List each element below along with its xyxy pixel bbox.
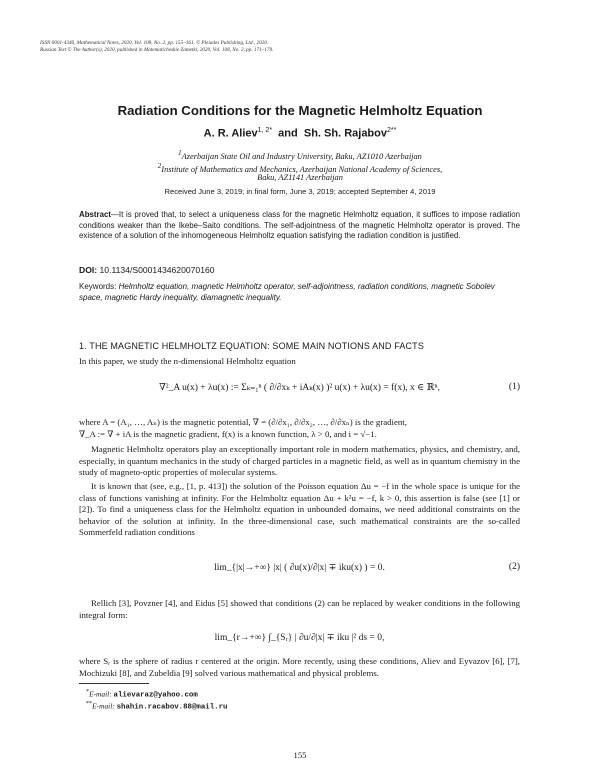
equation-1: [79, 374, 520, 408]
received-dates: Received June 3, 2019; in final form, June 3, 2019; accepted September 4, 2019: [164, 187, 436, 196]
affiliation-2-city: Baku, AZ1141 Azerbaijan: [257, 173, 343, 182]
abstract-label: Abstract: [79, 210, 112, 219]
doi-link[interactable]: 10.1134/S0001434620070160: [99, 265, 215, 275]
equation-3-body: lim_{r→+∞} ∫_{Sᵣ} | ∂u/∂|x| ∓ iku |² ds = 0,: [214, 633, 385, 643]
footnote-1-mark: *: [86, 689, 90, 695]
equation-2: [79, 554, 520, 588]
footnote-2: [86, 701, 227, 711]
doi-label: DOI:: [79, 265, 98, 275]
keywords-text: Helmholtz equation, magnetic Helmholtz operator, self-adjointness, radiation conditions, magnetic Sobolev space, magnetic Hardy inequality, diamagnetic inequality.: [79, 282, 495, 302]
footnote-divider: [79, 683, 149, 684]
journal-header-line-1: ISSN 0001-4346, Mathematical Notes, 2020, Vol. 108, No. 2, pp. 155–161. © Pleiades Publishing, Ltd., 2020.: [40, 40, 269, 46]
paragraph-sphere: where Sᵣ is the sphere of radius r centered at the origin. More recently, using these conditions, Aliev and Eyvazov [6], [7], Mochizuki [8], and Zubeldia [9] solved various mathematical and physical problems.: [79, 656, 520, 678]
footnote-1-email[interactable]: alievaraz@yahoo.com: [113, 691, 198, 700]
paragraph-intro: In this paper, we study the n-dimensional Helmholtz equation: [79, 356, 296, 366]
affiliation-1: [0, 149, 600, 161]
paragraph-rellich: Rellich [3], Povzner [4], and Eidus [5] showed that conditions (2) can be replaced by weaker conditions in the following integral form:: [79, 598, 520, 620]
journal-header-line-2: Russian Text © The Author(s), 2020, published in Matematicheskie Zametki, 2020, Vol. 108, No. 2, pp. 171–179.: [40, 47, 274, 53]
equation-2-body: lim_{|x|→+∞} |x| ( ∂u(x)/∂|x| ∓ iku(x) ) = 0.: [214, 563, 385, 573]
abstract: [79, 210, 520, 242]
equation-3: [79, 624, 520, 658]
author-2-affiliation-marks: 2**: [387, 127, 397, 134]
footnote-2-label: E-mail:: [92, 701, 117, 711]
abstract-text: —It is proved that, to select a uniqueness class for the magnetic Helmholtz equation, it suffices to impose radiation conditions weaker than the Ikebe–Saito conditions. The self-adjointness of the magnetic Helmholtz operator is proved. The existence of a solution of the inhomogeneous Helmholtz equation satisfying the radiation condition is justified.: [79, 210, 520, 241]
keywords: [79, 282, 520, 303]
paragraph-magnetic-operators: Magnetic Helmholtz operators play an exceptionally important role in modern mathematics, physics, and chemistry, and, especially, in quantum mechanics in the study of charged particles in a magnetic field, as well as in quantum chemistry in the study of magneto-optic properties of molecular systems.: [79, 444, 520, 478]
affiliation-2-mark: 2: [157, 162, 162, 170]
page-number: 155: [293, 750, 307, 760]
author-1-name: A. R. Aliev: [203, 127, 258, 140]
authors: [0, 127, 600, 140]
paragraph-where-2: ∇_A := ∇ + iA is the magnetic gradient, f(x) is a known function, λ > 0, and i = √−1.: [79, 429, 377, 439]
affiliation-1-text: Azerbaijan State Oil and Industry University, Baku, AZ1010 Azerbaijan: [181, 151, 422, 161]
paper-title: Radiation Conditions for the Magnetic Helmholtz Equation: [117, 103, 483, 118]
doi: [79, 265, 215, 275]
equation-1-body: ∇²_A u(x) + λu(x) := Σₖ₌₁ⁿ ( ∂/∂xₖ + iAₖ(x) )² u(x) + λu(x) = f(x), x ∈ ℝⁿ,: [159, 383, 440, 393]
section-heading: 1. THE MAGNETIC HELMHOLTZ EQUATION: SOME MAIN NOTIONS AND FACTS: [79, 341, 424, 351]
equation-1-number: (1): [508, 382, 520, 392]
affiliation-1-mark: 1: [178, 149, 182, 157]
footnote-2-mark: **: [86, 701, 93, 707]
footnote-2-email[interactable]: shahin.racabov.88@mail.ru: [116, 703, 228, 712]
affiliation-2-text: Institute of Mathematics and Mechanics, Azerbaijan National Academy of Sciences,: [161, 164, 443, 174]
authors-conjunction: and: [278, 127, 298, 140]
footnote-1: [86, 689, 198, 699]
equation-2-number: (2): [508, 562, 520, 572]
keywords-label: Keywords:: [79, 282, 117, 291]
author-1-affiliation-marks: 1, 2*: [257, 127, 273, 134]
paragraph-where-1: where A = (A₁, …, Aₙ) is the magnetic potential, ∇ = (∂/∂x₁, ∂/∂x₂, …, ∂/∂xₙ) is the gradient,: [79, 417, 407, 427]
footnote-1-label: E-mail:: [89, 689, 114, 699]
author-2-name: Sh. Sh. Rajabov: [303, 127, 387, 140]
paragraph-known: It is known that (see, e.g., [1, p. 413]) the solution of the Poisson equation Δu = −f in the whole space is unique for the class of functions vanishing at infinity. For the Helmholtz equation Δu + k²u = −f, k > 0, this assertion is false (see [1] or [2]). To find a uniqueness class for the Helmholtz equation in unbounded domains, we need additional constraints on the behavior of the solution at infinity. In the three-dimensional case, such mathematical constraints are the so-called Sommerfeld radiation conditions: [79, 481, 520, 538]
